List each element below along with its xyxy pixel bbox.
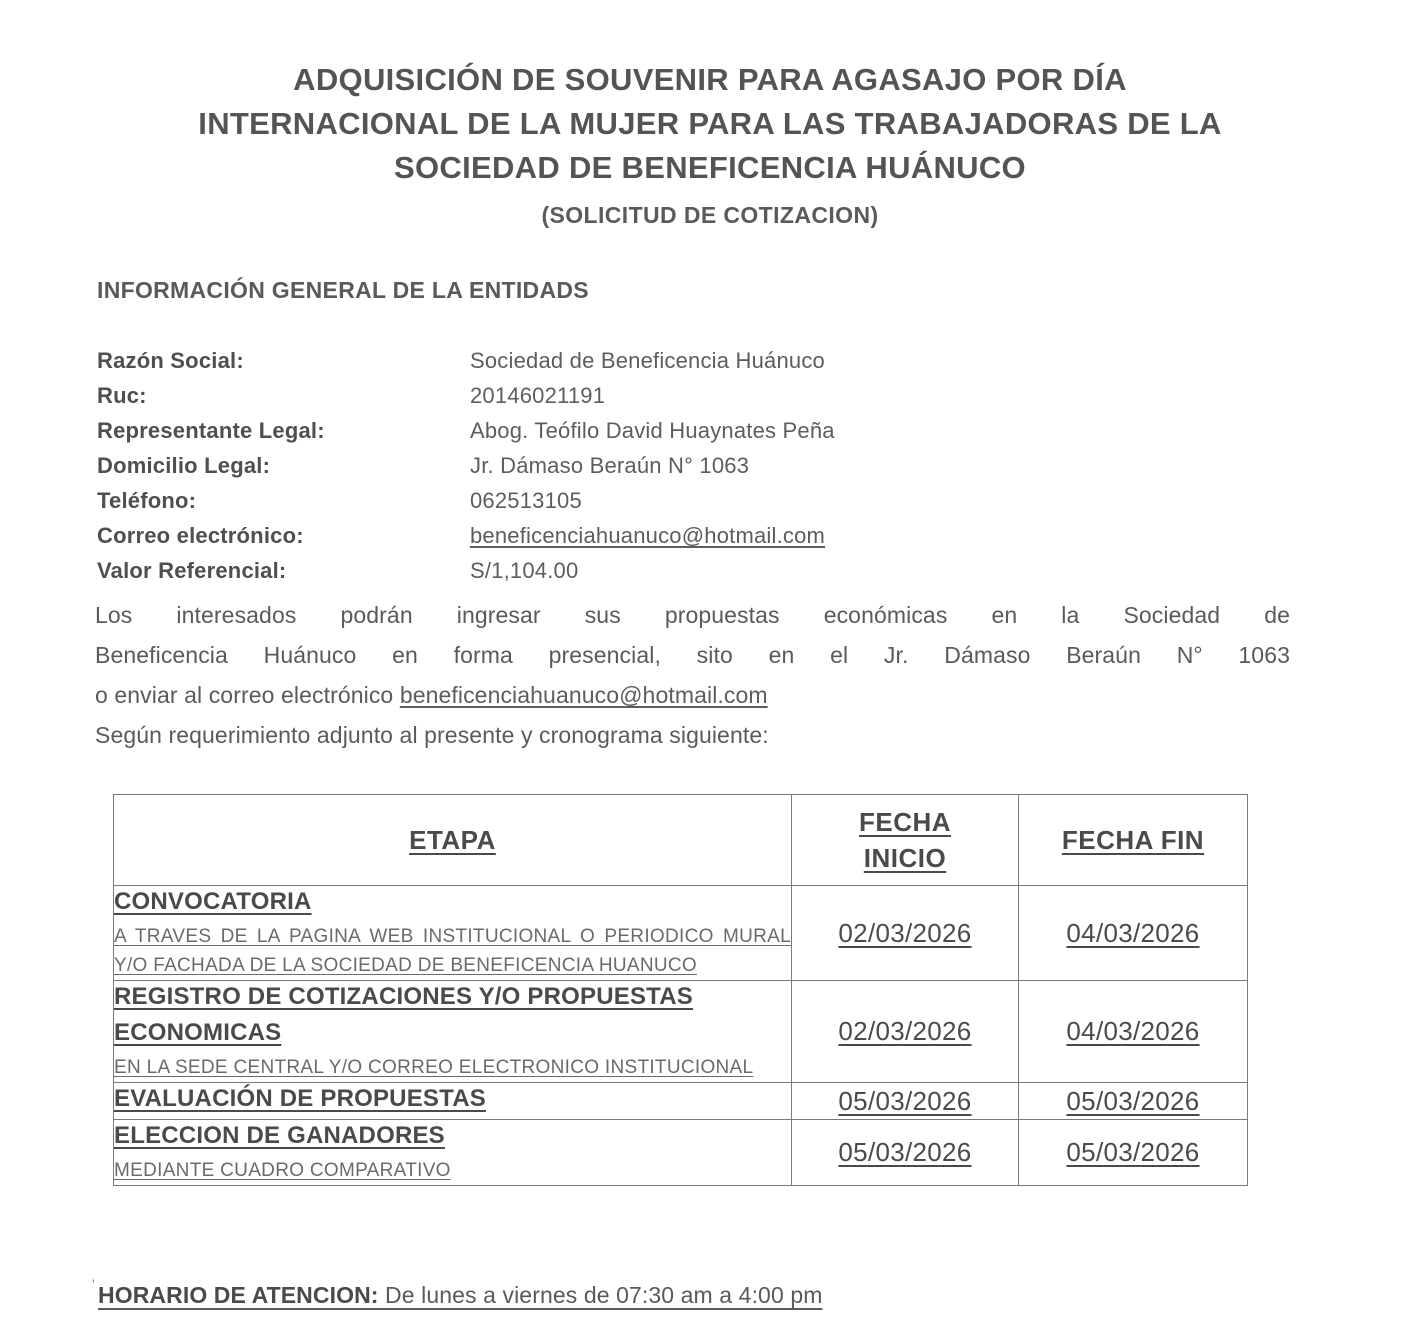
info-label: Razón Social:	[97, 348, 244, 373]
document-title-block	[90, 58, 1330, 229]
title-line-3: SOCIEDAD DE BENEFICENCIA HUÁNUCO	[394, 150, 1026, 185]
section-heading-entity-info: INFORMACIÓN GENERAL DE LA ENTIDADS	[97, 277, 589, 303]
paragraph-line-2: Beneficencia Huánuco en forma presencial, sito en el Jr. Dámaso Beraún N° 1063	[95, 642, 1290, 668]
cronograma-table	[113, 794, 1248, 1186]
cell-fecha-fin	[1019, 886, 1248, 981]
cell-etapa	[114, 1120, 792, 1186]
info-row-razon-social	[97, 348, 1307, 383]
title-line-1: ADQUISICIÓN DE SOUVENIR PARA AGASAJO POR DÍA	[293, 62, 1127, 97]
fecha-fin-value: 05/03/2026	[1066, 1137, 1200, 1167]
column-header-fecha-fin-label: FECHA FIN	[1061, 825, 1205, 855]
fecha-inicio-value: 05/03/2026	[838, 1085, 972, 1116]
info-row-representante-legal	[97, 418, 1307, 453]
fecha-fin-value: 04/03/2026	[1066, 917, 1200, 948]
etapa-detail: A TRAVES DE LA PAGINA WEB INSTITUCIONAL O PERIODICO MURAL Y/O FACHADA DE LA SOCIEDAD DE BENEFICENCIA HUANUCO	[114, 926, 791, 976]
etapa-title: EVALUACIÓN DE PROPUESTAS	[114, 1085, 486, 1112]
instructions-paragraph	[95, 595, 1290, 755]
cell-fecha-inicio	[792, 1083, 1019, 1120]
info-label: Correo electrónico:	[97, 523, 304, 548]
cell-fecha-inicio	[792, 981, 1019, 1083]
paragraph-line-3	[95, 675, 1290, 715]
cell-etapa	[114, 981, 792, 1083]
fecha-fin-value: 05/03/2026	[1066, 1085, 1200, 1116]
cell-fecha-fin	[1019, 1120, 1248, 1186]
column-header-fecha-inicio-line2: INICIO	[863, 843, 947, 873]
cell-etapa	[114, 886, 792, 981]
table-row	[114, 886, 1248, 981]
info-value: 20146021191	[470, 383, 606, 408]
title-line-2: INTERNACIONAL DE LA MUJER PARA LAS TRABAJADORAS DE LA	[198, 106, 1222, 141]
horario-value: De lunes a viernes de 07:30 am a 4:00 pm	[378, 1282, 823, 1308]
info-value: Sociedad de Beneficencia Huánuco	[470, 348, 825, 373]
info-value: Abog. Teófilo David Huaynates Peña	[470, 418, 835, 443]
fecha-inicio-value: 02/03/2026	[838, 917, 972, 948]
etapa-title: CONVOCATORIA	[114, 888, 312, 915]
column-header-fecha-inicio	[792, 795, 1019, 886]
fecha-fin-value: 04/03/2026	[1066, 1016, 1200, 1046]
info-row-valor-referencial	[97, 558, 1307, 593]
cell-etapa	[114, 1083, 792, 1120]
info-value: Jr. Dámaso Beraún N° 1063	[470, 453, 750, 478]
horario-de-atencion	[98, 1282, 822, 1309]
column-header-etapa-label: ETAPA	[409, 825, 496, 855]
info-row-domicilio-legal	[97, 453, 1307, 488]
cell-fecha-fin	[1019, 981, 1248, 1083]
table-header-row	[114, 795, 1248, 886]
paragraph-line-3-prefix: o enviar al correo electrónico	[95, 682, 400, 708]
etapa-title: ELECCION DE GANADORES	[114, 1122, 445, 1149]
cell-fecha-inicio	[792, 886, 1019, 981]
column-header-fecha-inicio-line1: FECHA	[858, 807, 952, 837]
page-title	[90, 58, 1330, 190]
column-header-etapa	[114, 795, 792, 886]
entity-info-list	[97, 348, 1307, 593]
document-subtitle: (SOLICITUD DE COTIZACION)	[541, 202, 879, 228]
info-row-telefono	[97, 488, 1307, 523]
info-value: 062513105	[470, 488, 582, 513]
fecha-inicio-value: 05/03/2026	[838, 1137, 972, 1167]
etapa-title: REGISTRO DE COTIZACIONES Y/O PROPUESTAS ECONOMICAS	[114, 983, 693, 1046]
info-value: S/1,104.00	[470, 558, 579, 583]
cell-fecha-fin	[1019, 1083, 1248, 1120]
column-header-fecha-fin	[1019, 795, 1248, 886]
info-label: Representante Legal:	[97, 418, 325, 443]
fecha-inicio-value: 02/03/2026	[838, 1016, 972, 1046]
table-row	[114, 1083, 1248, 1120]
paragraph-line-4: Según requerimiento adjunto al presente y cronograma siguiente:	[95, 722, 769, 748]
cell-fecha-inicio	[792, 1120, 1019, 1186]
table-row	[114, 1120, 1248, 1186]
paragraph-line-1: Los interesados podrán ingresar sus propuestas económicas en la Sociedad de	[95, 602, 1290, 628]
info-label: Domicilio Legal:	[97, 453, 271, 478]
info-label: Valor Referencial:	[97, 558, 287, 583]
stray-mark: '	[92, 1276, 95, 1292]
etapa-detail: MEDIANTE CUADRO COMPARATIVO	[114, 1160, 451, 1181]
email-link[interactable]: beneficenciahuanuco@hotmail.com	[470, 523, 826, 548]
info-row-ruc	[97, 383, 1307, 418]
info-label: Teléfono:	[97, 488, 197, 513]
info-label: Ruc:	[97, 383, 147, 408]
table-row	[114, 981, 1248, 1083]
etapa-detail: EN LA SEDE CENTRAL Y/O CORREO ELECTRONICO INSTITUCIONAL	[114, 1057, 754, 1078]
info-row-correo-electronico	[97, 523, 1307, 558]
email-link-inline[interactable]: beneficenciahuanuco@hotmail.com	[399, 682, 768, 708]
horario-label: HORARIO DE ATENCION:	[98, 1282, 379, 1308]
